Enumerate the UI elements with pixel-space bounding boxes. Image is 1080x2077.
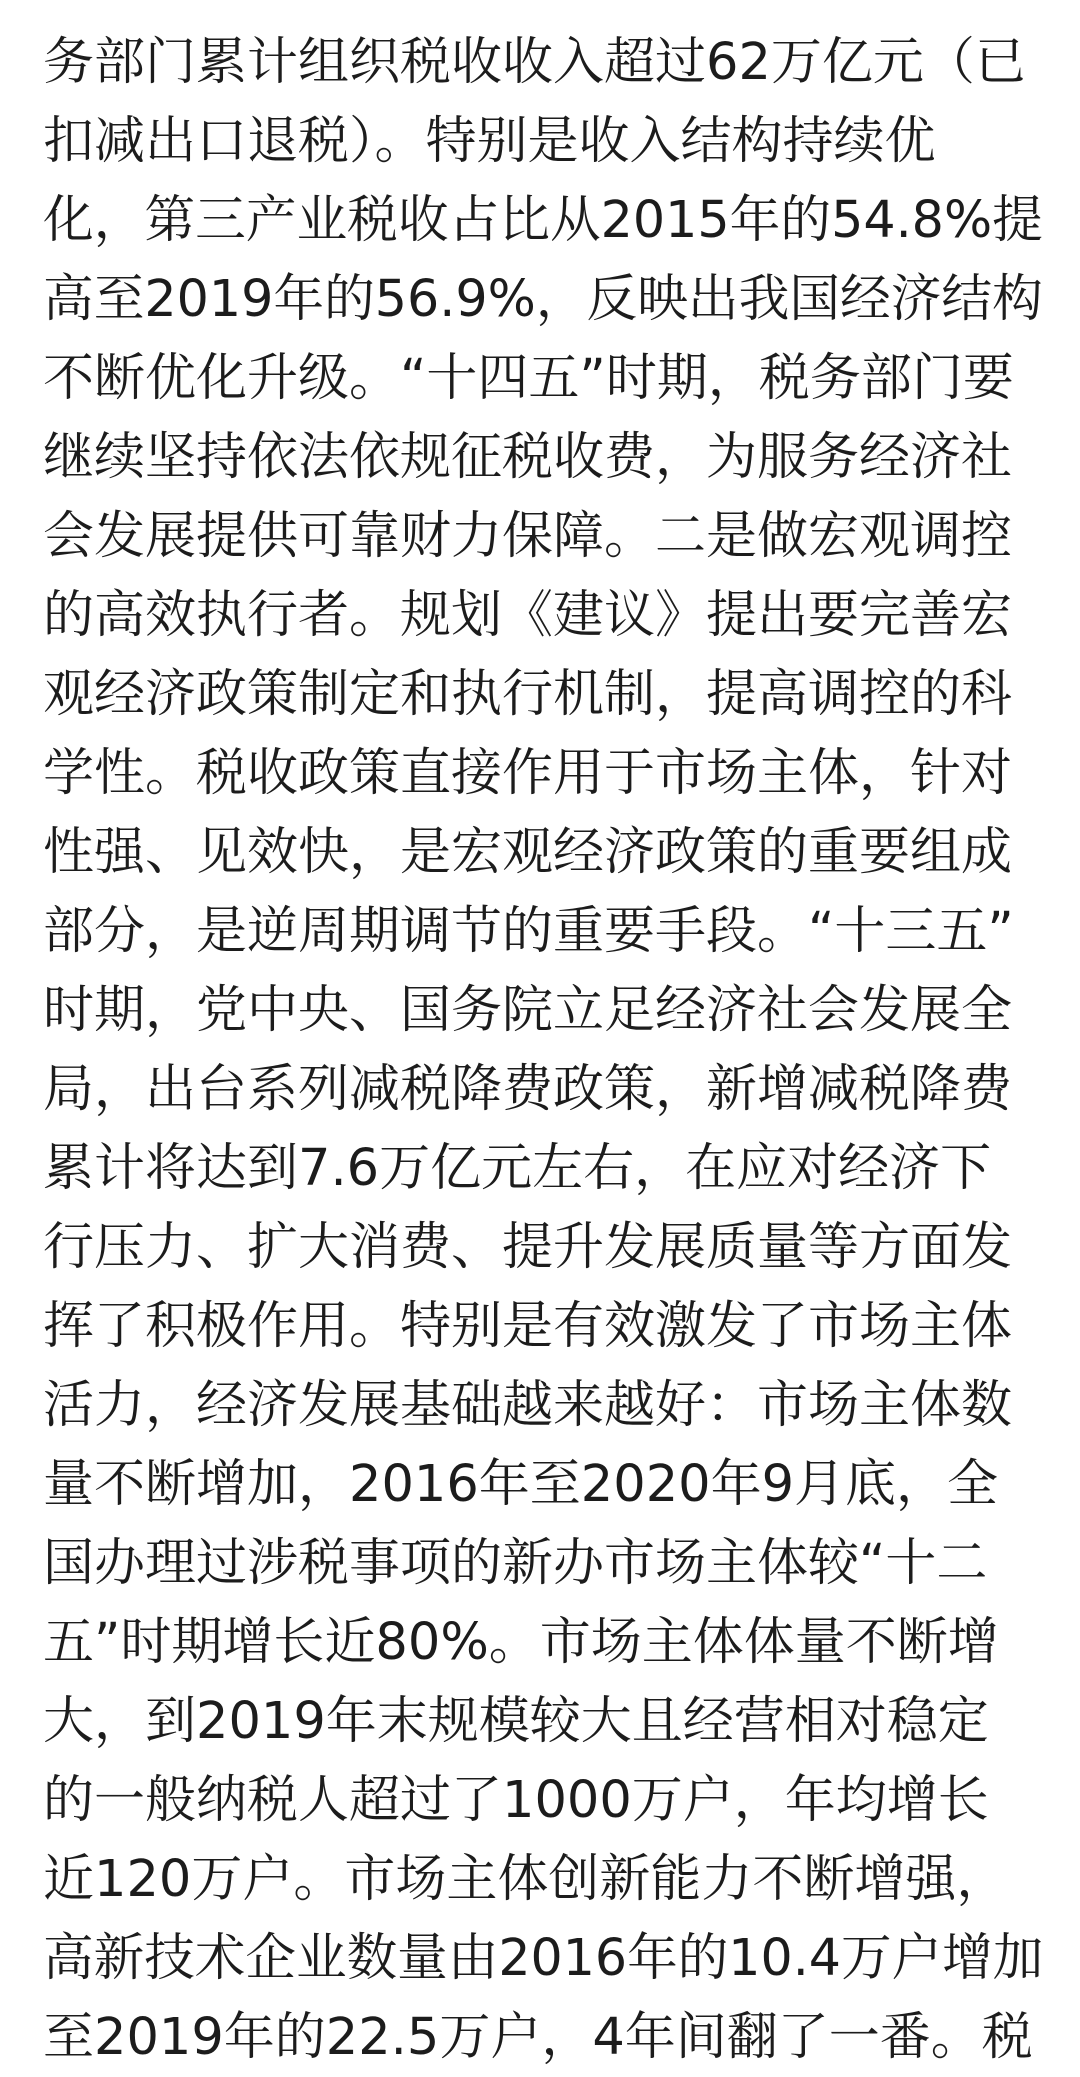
text-line: 量不断增加，2016年至2020年9月底，全 (43, 1455, 999, 1514)
text-line: 的一般纳税人超过了1000万户，年均增长 (43, 1771, 989, 1830)
text-line: 活力，经济发展基础越来越好：市场主体数 (43, 1376, 1013, 1435)
text-line: 高至2019年的56.9%，反映出我国经济结构 (43, 270, 1043, 329)
text-line: 部分，是逆周期调节的重要手段。“十三五” (43, 902, 1014, 961)
text-line: 不断优化升级。“十四五”时期，税务部门要 (43, 349, 1014, 408)
text-line: 继续坚持依法依规征税收费，为服务经济社 (43, 428, 1013, 487)
text-line: 扣减出口退税）。特别是收入结构持续优 (43, 112, 936, 171)
text-line: 会发展提供可靠财力保障。二是做宏观调控 (43, 507, 1013, 566)
text-line: 行压力、扩大消费、提升发展质量等方面发 (43, 1218, 1013, 1277)
text-line: 务部门累计组织税收收入超过62万亿元（已 (43, 33, 1026, 92)
text-line: 观经济政策制定和执行机制，提高调控的科 (43, 665, 1013, 724)
text-line: 大，到2019年末规模较大且经营相对稳定 (43, 1692, 989, 1751)
text-line: 挥了积极作用。特别是有效激发了市场主体 (43, 1297, 1013, 1356)
text-line: 五”时期增长近80%。市场主体体量不断增 (43, 1613, 999, 1672)
text-line: 学性。税收政策直接作用于市场主体，针对 (43, 744, 1013, 803)
text-line: 时期，党中央、国务院立足经济社会发展全 (43, 981, 1013, 1040)
text-line: 局，出台系列减税降费政策，新增减税降费 (43, 1060, 1013, 1119)
text-line: 国办理过涉税事项的新办市场主体较“十二 (43, 1534, 988, 1593)
text-line: 的高效执行者。规划《建议》提出要完善宏 (43, 586, 1013, 645)
text-line: 累计将达到7.6万亿元左右，在应对经济下 (43, 1139, 992, 1198)
text-line: 化，第三产业税收占比从2015年的54.8%提 (43, 191, 1043, 250)
text-line: 高新技术企业数量由2016年的10.4万户增加 (43, 1929, 1044, 1988)
text-line: 至2019年的22.5万户，4年间翻了一番。税 (43, 2008, 1033, 2067)
text-line: 近120万户。市场主体创新能力不断增强， (43, 1850, 1008, 1909)
text-line: 性强、见效快，是宏观经济政策的重要组成 (43, 823, 1013, 882)
